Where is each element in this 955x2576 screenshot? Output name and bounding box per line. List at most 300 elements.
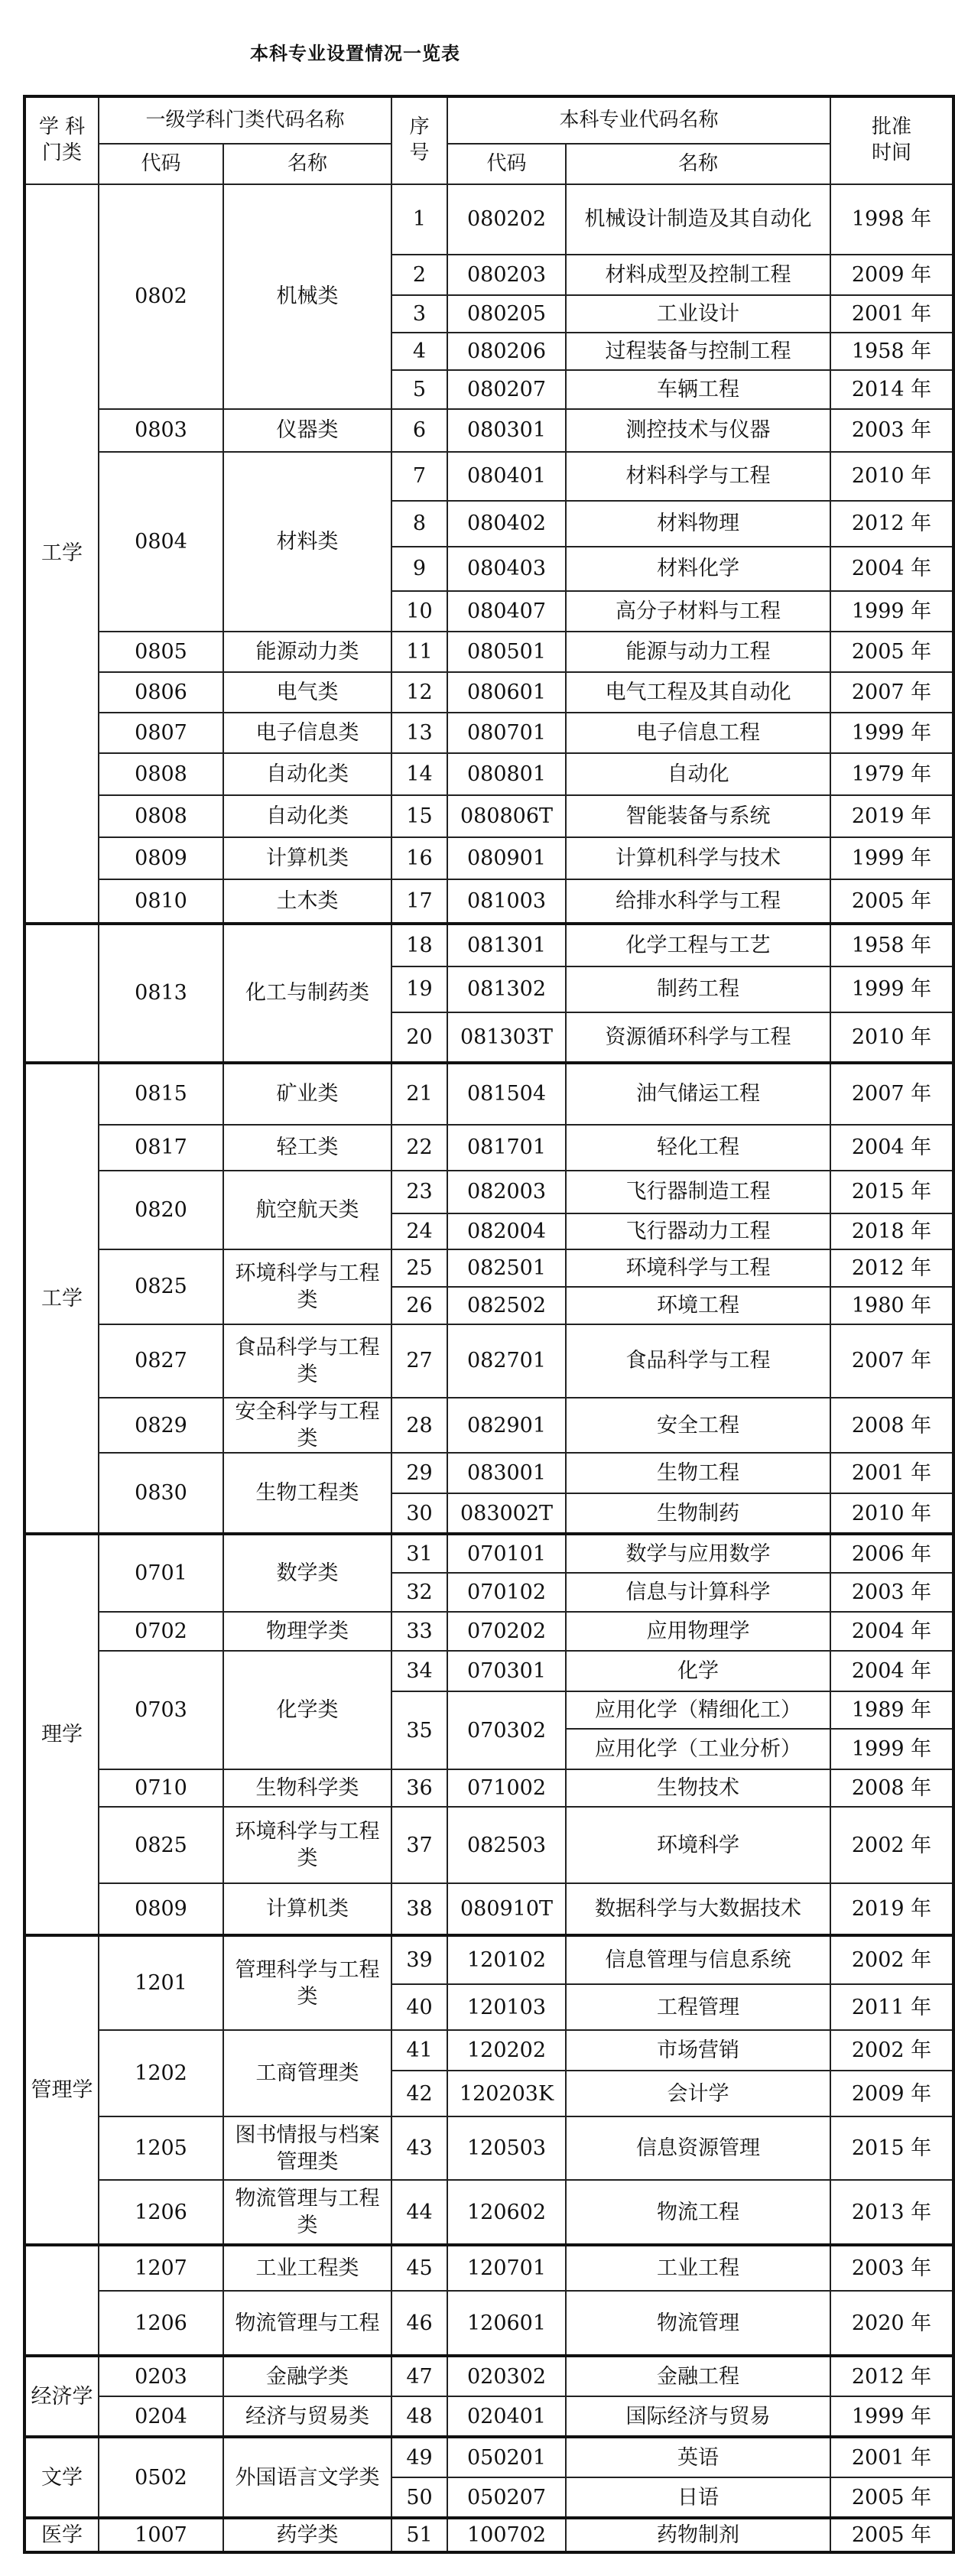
table-row: [24, 2116, 953, 2180]
seq-cell: 12: [391, 672, 447, 713]
approved-year-cell: 2011 年: [830, 1984, 953, 2030]
major-name-cell: 数据科学与大数据技术: [566, 1883, 830, 1935]
approved-year-cell: 2008 年: [830, 1398, 953, 1453]
seq-cell: 5: [391, 370, 447, 409]
major-code-cell: 070301: [447, 1651, 566, 1691]
seq-cell: 31: [391, 1534, 447, 1573]
first-level-name: 材料类: [223, 452, 391, 632]
first-level-code: 0807: [99, 713, 223, 753]
first-level-code: 0815: [99, 1063, 223, 1125]
major-code-cell: 080806T: [447, 795, 566, 837]
major-code-cell: 120203K: [447, 2071, 566, 2116]
major-code-cell: 070101: [447, 1534, 566, 1573]
seq-cell: 42: [391, 2071, 447, 2116]
seq-cell: 27: [391, 1324, 447, 1398]
first-level-code: 0817: [99, 1125, 223, 1171]
major-name-cell: 车辆工程: [566, 370, 830, 409]
major-name-cell: 生物制药: [566, 1493, 830, 1534]
major-name-cell: 物流工程: [566, 2180, 830, 2245]
first-level-code: 0830: [99, 1453, 223, 1534]
major-name-cell: 工程管理: [566, 1984, 830, 2030]
major-name-cell: 计算机科学与技术: [566, 837, 830, 879]
table-row: [24, 2030, 953, 2071]
major-code-cell: 082701: [447, 1324, 566, 1398]
approved-year-cell: 2005 年: [830, 632, 953, 672]
major-code-cell: 081504: [447, 1063, 566, 1125]
first-level-name: 土木类: [223, 879, 391, 924]
discipline-cell: 经济学: [24, 2356, 99, 2437]
seq-cell: 44: [391, 2180, 447, 2245]
major-name-cell: 金融工程: [566, 2356, 830, 2396]
seq-cell: 29: [391, 1453, 447, 1493]
major-name-cell: 制药工程: [566, 966, 830, 1012]
major-code-cell: 071002: [447, 1769, 566, 1807]
approved-year-cell: 2004 年: [830, 547, 953, 591]
major-code-cell: 081302: [447, 966, 566, 1012]
table-row: [24, 753, 953, 795]
seq-cell: 25: [391, 1249, 447, 1287]
approved-year-cell: 1989 年: [830, 1691, 953, 1729]
approved-year-cell: 1998 年: [830, 184, 953, 255]
major-code-cell: 083001: [447, 1453, 566, 1493]
table-row: [24, 2245, 953, 2291]
seq-cell: 48: [391, 2396, 447, 2437]
seq-cell: 33: [391, 1612, 447, 1651]
major-code-cell: 080601: [447, 672, 566, 713]
major-code-cell: 081701: [447, 1125, 566, 1171]
major-code-cell: 080402: [447, 501, 566, 547]
major-name-cell: 会计学: [566, 2071, 830, 2116]
first-level-name: 电气类: [223, 672, 391, 713]
major-name-cell: 过程装备与控制工程: [566, 333, 830, 370]
discipline-cell: [24, 924, 99, 1063]
major-name-cell: 材料化学: [566, 547, 830, 591]
table-row: [24, 2437, 953, 2477]
table-row: [24, 1883, 953, 1935]
first-level-code: 1007: [99, 2518, 223, 2552]
seq-cell: 13: [391, 713, 447, 753]
first-level-code: 0808: [99, 795, 223, 837]
seq-cell: 16: [391, 837, 447, 879]
discipline-cell: 管理学: [24, 1935, 99, 2245]
first-level-name: 机械类: [223, 184, 391, 409]
seq-cell: 17: [391, 879, 447, 924]
major-name-cell: 生物技术: [566, 1769, 830, 1807]
major-name-cell: 资源循环科学与工程: [566, 1012, 830, 1063]
first-level-name: 生物工程类: [223, 1453, 391, 1534]
page-title: [0, 38, 955, 65]
major-code-cell: 080801: [447, 753, 566, 795]
first-level-name: 药学类: [223, 2518, 391, 2552]
major-name-cell: 信息管理与信息系统: [566, 1935, 830, 1984]
first-level-name: 物流管理与工程: [223, 2291, 391, 2356]
approved-year-cell: 1999 年: [830, 837, 953, 879]
major-code-cell: 120701: [447, 2245, 566, 2291]
seq-cell: 26: [391, 1287, 447, 1324]
major-name-cell: 药物制剂: [566, 2518, 830, 2552]
major-name-cell: 安全工程: [566, 1398, 830, 1453]
discipline-cell: 工学: [24, 184, 99, 924]
seq-cell: 36: [391, 1769, 447, 1807]
approved-year-cell: 2005 年: [830, 2518, 953, 2552]
approved-year-cell: 2010 年: [830, 452, 953, 501]
first-level-code: 0502: [99, 2437, 223, 2518]
first-level-name: 工商管理类: [223, 2030, 391, 2116]
major-code-cell: 080207: [447, 370, 566, 409]
table-row: [24, 2396, 953, 2437]
table-row: [24, 1612, 953, 1651]
table-row: [24, 632, 953, 672]
discipline-cell: 医学: [24, 2518, 99, 2552]
table-row: [24, 1324, 953, 1398]
major-name-cell: 材料物理: [566, 501, 830, 547]
first-level-code: 1205: [99, 2116, 223, 2180]
first-level-code: 0805: [99, 632, 223, 672]
approved-year-cell: 2005 年: [830, 879, 953, 924]
table-row: [24, 2518, 953, 2552]
major-code-cell: 080501: [447, 632, 566, 672]
first-level-code: 0803: [99, 409, 223, 452]
approved-year-cell: 2003 年: [830, 409, 953, 452]
approved-year-cell: 2009 年: [830, 255, 953, 295]
approved-year-cell: 2007 年: [830, 672, 953, 713]
seq-cell: 41: [391, 2030, 447, 2071]
major-name-cell: 材料科学与工程: [566, 452, 830, 501]
approved-year-cell: 2001 年: [830, 2437, 953, 2477]
approved-year-cell: 2007 年: [830, 1324, 953, 1398]
major-code-cell: 050201: [447, 2437, 566, 2477]
first-level-name: 航空航天类: [223, 1171, 391, 1249]
major-name-cell: 测控技术与仪器: [566, 409, 830, 452]
seq-cell: 14: [391, 753, 447, 795]
seq-cell: 7: [391, 452, 447, 501]
table-row: [24, 1769, 953, 1807]
first-level-code: 0703: [99, 1651, 223, 1769]
approved-year-cell: 2001 年: [830, 1453, 953, 1493]
major-code-cell: 120602: [447, 2180, 566, 2245]
title-text: 本科专业设置情况一览表: [250, 43, 460, 64]
major-name-cell: 国际经济与贸易: [566, 2396, 830, 2437]
header-discipline: 学 科 门类: [24, 96, 99, 184]
first-level-name: 计算机类: [223, 1883, 391, 1935]
approved-year-cell: 2014 年: [830, 370, 953, 409]
seq-cell: 34: [391, 1651, 447, 1691]
major-name-cell: 环境科学: [566, 1807, 830, 1883]
table-row: [24, 795, 953, 837]
seq-cell: 49: [391, 2437, 447, 2477]
first-level-code: 0809: [99, 837, 223, 879]
first-level-code: 0204: [99, 2396, 223, 2437]
approved-year-cell: 2002 年: [830, 1935, 953, 1984]
first-level-name: 图书情报与档案管理类: [223, 2116, 391, 2180]
first-level-code: 0825: [99, 1249, 223, 1324]
approved-year-cell: 2019 年: [830, 795, 953, 837]
approved-year-cell: 1980 年: [830, 1287, 953, 1324]
first-level-name: 自动化类: [223, 795, 391, 837]
approved-year-cell: 2004 年: [830, 1651, 953, 1691]
major-code-cell: 080701: [447, 713, 566, 753]
seq-cell: 30: [391, 1493, 447, 1534]
first-level-code: 0809: [99, 1883, 223, 1935]
major-name-cell: 生物工程: [566, 1453, 830, 1493]
first-level-code: 0825: [99, 1807, 223, 1883]
major-code-cell: 020302: [447, 2356, 566, 2396]
major-code-cell: 050207: [447, 2477, 566, 2518]
major-name-cell: 日语: [566, 2477, 830, 2518]
first-level-code: 0827: [99, 1324, 223, 1398]
first-level-code: 0808: [99, 753, 223, 795]
major-table: [23, 95, 955, 2554]
seq-cell: 35: [391, 1691, 447, 1769]
seq-cell: 37: [391, 1807, 447, 1883]
approved-year-cell: 2009 年: [830, 2071, 953, 2116]
major-code-cell: 100702: [447, 2518, 566, 2552]
first-level-name: 食品科学与工程类: [223, 1324, 391, 1398]
major-code-cell: 082503: [447, 1807, 566, 1883]
header-first-level: 一级学科门类代码名称: [99, 96, 391, 144]
approved-year-cell: 2004 年: [830, 1125, 953, 1171]
first-level-name: 环境科学与工程类: [223, 1249, 391, 1324]
table-row: [24, 879, 953, 924]
major-code-cell: 080206: [447, 333, 566, 370]
first-level-code: 1202: [99, 2030, 223, 2116]
first-level-name: 工业工程类: [223, 2245, 391, 2291]
first-level-code: 0806: [99, 672, 223, 713]
first-level-name: 生物科学类: [223, 1769, 391, 1807]
table-row: [24, 924, 953, 966]
approved-year-cell: 2012 年: [830, 501, 953, 547]
major-name-cell: 英语: [566, 2437, 830, 2477]
table-row: [24, 2356, 953, 2396]
approved-year-cell: 2015 年: [830, 2116, 953, 2180]
seq-cell: 6: [391, 409, 447, 452]
approved-year-cell: 2019 年: [830, 1883, 953, 1935]
table-row: [24, 1453, 953, 1493]
major-code-cell: 080407: [447, 591, 566, 632]
table-row: [24, 1807, 953, 1883]
first-level-name: 仪器类: [223, 409, 391, 452]
major-name-cell: 电气工程及其自动化: [566, 672, 830, 713]
first-level-code: 0203: [99, 2356, 223, 2396]
approved-year-cell: 1999 年: [830, 713, 953, 753]
major-name-cell: 智能装备与系统: [566, 795, 830, 837]
first-level-name: 经济与贸易类: [223, 2396, 391, 2437]
table-row: [24, 1651, 953, 1691]
major-name-cell: 工业设计: [566, 295, 830, 333]
major-code-cell: 080901: [447, 837, 566, 879]
header-major: 本科专业代码名称: [447, 96, 830, 144]
major-code-cell: 082003: [447, 1171, 566, 1213]
table-row: [24, 1935, 953, 1984]
approved-year-cell: 2003 年: [830, 1573, 953, 1612]
approved-year-cell: 2013 年: [830, 2180, 953, 2245]
seq-cell: 47: [391, 2356, 447, 2396]
approved-year-cell: 2010 年: [830, 1012, 953, 1063]
first-level-name: 自动化类: [223, 753, 391, 795]
seq-cell: 18: [391, 924, 447, 966]
first-level-name: 计算机类: [223, 837, 391, 879]
first-level-name: 环境科学与工程类: [223, 1807, 391, 1883]
approved-year-cell: 2002 年: [830, 1807, 953, 1883]
first-level-code: 1206: [99, 2291, 223, 2356]
seq-cell: 24: [391, 1213, 447, 1249]
first-level-name: 物理学类: [223, 1612, 391, 1651]
major-name-cell: 材料成型及控制工程: [566, 255, 830, 295]
first-level-name: 外国语言文学类: [223, 2437, 391, 2518]
seq-cell: 19: [391, 966, 447, 1012]
header-major-name: 名称: [566, 144, 830, 184]
seq-cell: 40: [391, 1984, 447, 2030]
seq-cell: 4: [391, 333, 447, 370]
approved-year-cell: 1999 年: [830, 2396, 953, 2437]
major-code-cell: 080301: [447, 409, 566, 452]
major-name-cell: 机械设计制造及其自动化: [566, 184, 830, 255]
major-name-cell: 信息资源管理: [566, 2116, 830, 2180]
seq-cell: 15: [391, 795, 447, 837]
first-level-name: 数学类: [223, 1534, 391, 1612]
seq-cell: 21: [391, 1063, 447, 1125]
header-first-name: 名称: [223, 144, 391, 184]
major-name-cell: 给排水科学与工程: [566, 879, 830, 924]
major-name-cell: 食品科学与工程: [566, 1324, 830, 1398]
major-name-cell: 化学: [566, 1651, 830, 1691]
major-name-cell: 自动化: [566, 753, 830, 795]
approved-year-cell: 2020 年: [830, 2291, 953, 2356]
major-code-cell: 070102: [447, 1573, 566, 1612]
first-level-code: 0802: [99, 184, 223, 409]
major-name-cell: 市场营销: [566, 2030, 830, 2071]
seq-cell: 22: [391, 1125, 447, 1171]
seq-cell: 10: [391, 591, 447, 632]
table-row: [24, 2291, 953, 2356]
first-level-code: 1207: [99, 2245, 223, 2291]
seq-cell: 8: [391, 501, 447, 547]
approved-year-cell: 1958 年: [830, 333, 953, 370]
table-row: [24, 184, 953, 255]
major-code-cell: 080202: [447, 184, 566, 255]
major-name-cell: 化学工程与工艺: [566, 924, 830, 966]
seq-cell: 11: [391, 632, 447, 672]
approved-year-cell: 1958 年: [830, 924, 953, 966]
seq-cell: 28: [391, 1398, 447, 1453]
first-level-code: 0810: [99, 879, 223, 924]
seq-cell: 50: [391, 2477, 447, 2518]
approved-year-cell: 2015 年: [830, 1171, 953, 1213]
major-name-cell: 轻化工程: [566, 1125, 830, 1171]
major-code-cell: 081303T: [447, 1012, 566, 1063]
major-name-cell: 工业工程: [566, 2245, 830, 2291]
table-row: [24, 1125, 953, 1171]
major-code-cell: 080401: [447, 452, 566, 501]
major-code-cell: 082502: [447, 1287, 566, 1324]
first-level-name: 化学类: [223, 1651, 391, 1769]
seq-cell: 20: [391, 1012, 447, 1063]
major-name-cell: 应用化学（精细化工）: [566, 1691, 830, 1729]
first-level-code: 0701: [99, 1534, 223, 1612]
major-code-cell: 080910T: [447, 1883, 566, 1935]
discipline-cell: 文学: [24, 2437, 99, 2518]
discipline-cell: [24, 2245, 99, 2356]
major-code-cell: 070202: [447, 1612, 566, 1651]
major-name-cell: 环境科学与工程: [566, 1249, 830, 1287]
first-level-code: 0829: [99, 1398, 223, 1453]
major-code-cell: 120103: [447, 1984, 566, 2030]
major-code-cell: 082501: [447, 1249, 566, 1287]
major-code-cell: 080203: [447, 255, 566, 295]
major-name-cell: 油气储运工程: [566, 1063, 830, 1125]
approved-year-cell: 2018 年: [830, 1213, 953, 1249]
seq-cell: 1: [391, 184, 447, 255]
major-name-cell: 环境工程: [566, 1287, 830, 1324]
major-name-cell: 应用物理学: [566, 1612, 830, 1651]
first-level-name: 安全科学与工程类: [223, 1398, 391, 1453]
approved-year-cell: 2008 年: [830, 1769, 953, 1807]
header-seq: 序 号: [391, 96, 447, 184]
first-level-name: 化工与制药类: [223, 924, 391, 1063]
seq-cell: 23: [391, 1171, 447, 1213]
approved-year-cell: 2002 年: [830, 2030, 953, 2071]
header-first-code: 代码: [99, 144, 223, 184]
table-row: [24, 1171, 953, 1213]
seq-cell: 32: [391, 1573, 447, 1612]
major-name-cell: 能源与动力工程: [566, 632, 830, 672]
first-level-code: 0820: [99, 1171, 223, 1249]
major-name-cell: 飞行器动力工程: [566, 1213, 830, 1249]
approved-year-cell: 1999 年: [830, 966, 953, 1012]
seq-cell: 3: [391, 295, 447, 333]
first-level-code: 1206: [99, 2180, 223, 2245]
seq-cell: 46: [391, 2291, 447, 2356]
major-code-cell: 082901: [447, 1398, 566, 1453]
first-level-code: 1201: [99, 1935, 223, 2030]
major-code-cell: 020401: [447, 2396, 566, 2437]
header-approved: 批准 时间: [830, 96, 953, 184]
major-code-cell: 120202: [447, 2030, 566, 2071]
table-row: [24, 672, 953, 713]
approved-year-cell: 2012 年: [830, 1249, 953, 1287]
approved-year-cell: 2006 年: [830, 1534, 953, 1573]
major-code-cell: 081301: [447, 924, 566, 966]
table-row: [24, 1249, 953, 1287]
table-row: [24, 1534, 953, 1573]
approved-year-cell: 2010 年: [830, 1493, 953, 1534]
major-code-cell: 082004: [447, 1213, 566, 1249]
seq-cell: 51: [391, 2518, 447, 2552]
major-name-cell: 数学与应用数学: [566, 1534, 830, 1573]
major-code-cell: 120601: [447, 2291, 566, 2356]
major-code-cell: 070302: [447, 1691, 566, 1769]
major-code-cell: 080403: [447, 547, 566, 591]
major-code-cell: 120102: [447, 1935, 566, 1984]
major-code-cell: 081003: [447, 879, 566, 924]
approved-year-cell: 1979 年: [830, 753, 953, 795]
approved-year-cell: 2001 年: [830, 295, 953, 333]
first-level-code: 0702: [99, 1612, 223, 1651]
first-level-name: 物流管理与工程类: [223, 2180, 391, 2245]
major-name-cell: 应用化学（工业分析）: [566, 1729, 830, 1769]
major-code-cell: 083002T: [447, 1493, 566, 1534]
seq-cell: 2: [391, 255, 447, 295]
first-level-code: 0710: [99, 1769, 223, 1807]
approved-year-cell: 1999 年: [830, 591, 953, 632]
major-name-cell: 信息与计算科学: [566, 1573, 830, 1612]
header-major-code: 代码: [447, 144, 566, 184]
table-row: [24, 452, 953, 501]
approved-year-cell: 2007 年: [830, 1063, 953, 1125]
approved-year-cell: 1999 年: [830, 1729, 953, 1769]
approved-year-cell: 2003 年: [830, 2245, 953, 2291]
table-row: [24, 837, 953, 879]
